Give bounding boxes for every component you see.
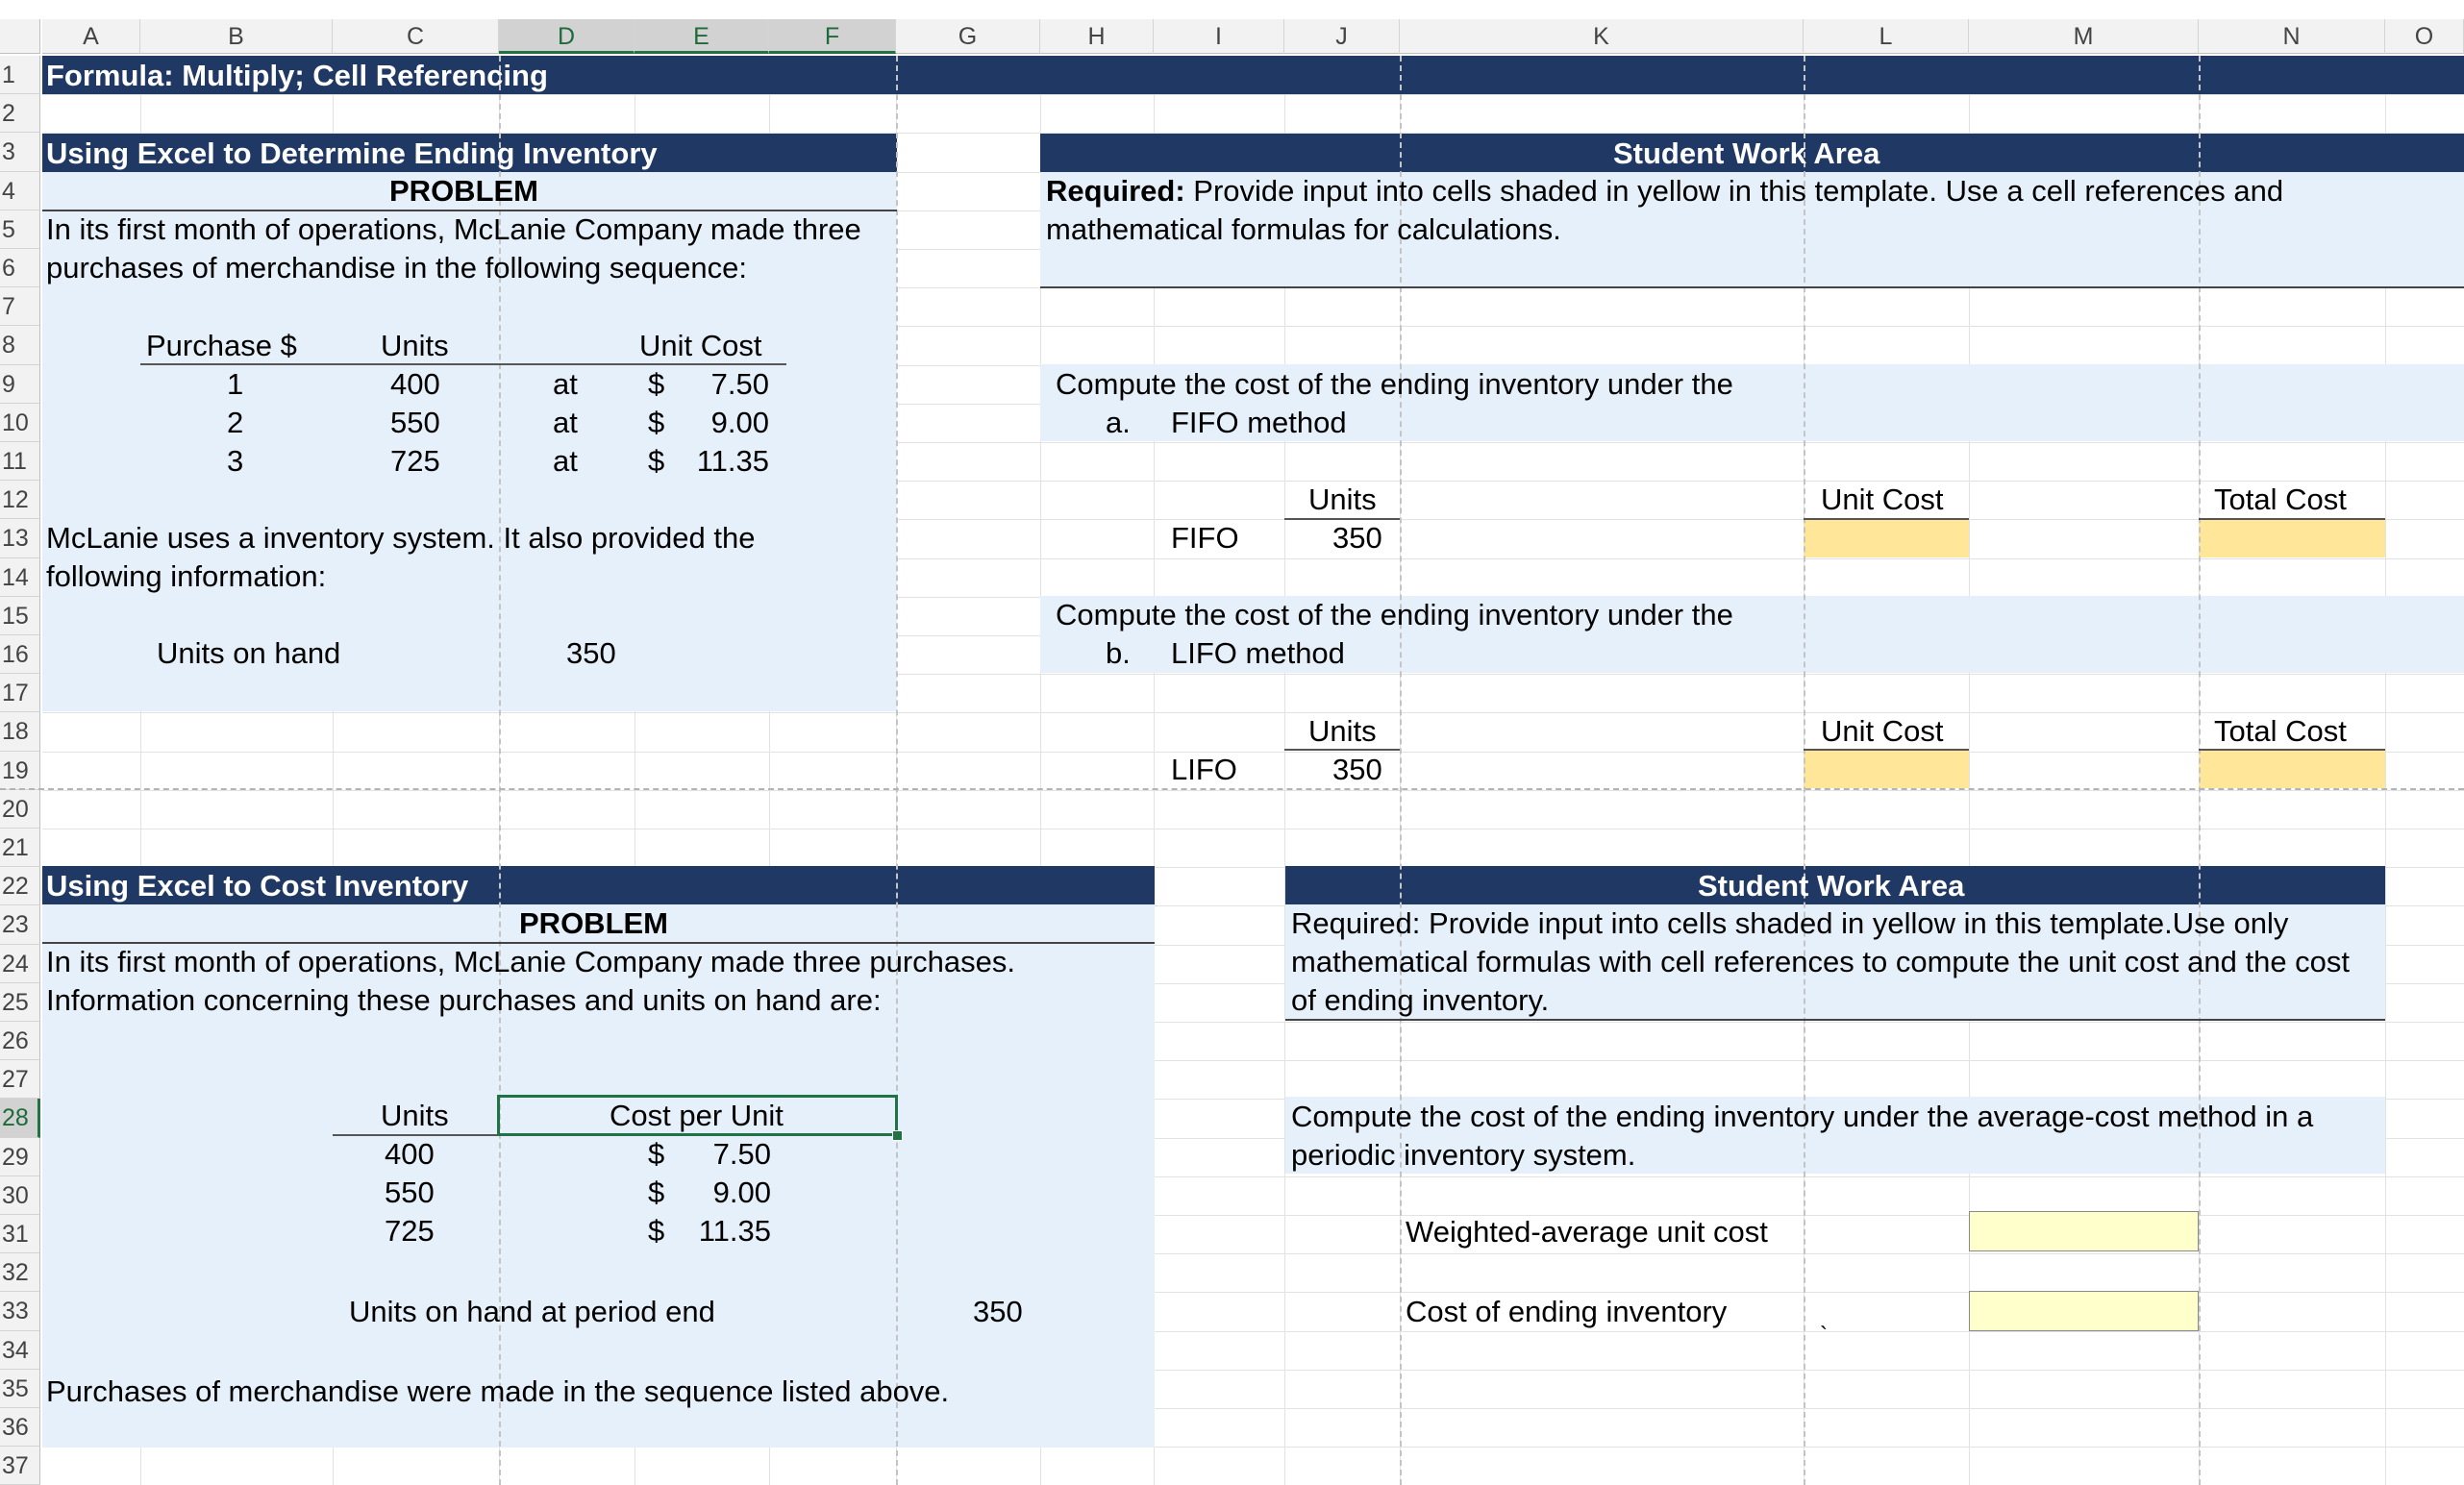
work2-required-1: Required: Provide input into cells shaded in yellow in this template.Use only [1291,906,2289,940]
section1-info-2: following information: [46,559,327,593]
fifo-unit-cost-header: Unit Cost [1821,483,1944,516]
row-header-9[interactable]: 9 [0,365,40,404]
row-header-11[interactable]: 11 [0,442,40,481]
section1-intro-2: purchases of merchandise in the following sequence: [46,251,747,285]
table2-dollar: $ [648,1214,665,1248]
column-header-o[interactable]: O [2385,19,2464,54]
required-label: Required: [1046,174,1185,208]
lifo-letter: b. [1106,636,1131,670]
row-header-5[interactable]: 5 [0,210,40,249]
row-header-6[interactable]: 6 [0,249,40,287]
work1-required-underline [1040,286,2464,288]
col-purchase-header: Purchase $ [146,329,297,362]
row-header-16[interactable]: 16 [0,635,40,674]
fifo-units-header: Units [1308,483,1377,516]
column-header-n[interactable]: N [2199,19,2385,54]
column-header-l[interactable]: L [1804,19,1969,54]
row-header-8[interactable]: 8 [0,326,40,364]
fifo-unit-cost-input[interactable] [1804,519,1969,557]
section2-footer: Purchases of merchandise were made in the sequence listed above. [46,1374,950,1408]
fifo-prompt: Compute the cost of the ending inventory under the [1056,367,1733,401]
purchase-cost: 7.50 [710,367,769,401]
row-header-21[interactable]: 21 [0,829,40,867]
lifo-unit-cost-input[interactable] [1804,750,1969,788]
lifo-total-cost-header: Total Cost [2214,714,2347,748]
work1-header: Student Work Area [1613,136,1880,170]
weighted-average-input[interactable] [1969,1211,2199,1251]
section1-intro-1: In its first month of operations, McLanie Company made three [46,212,861,246]
table2-cost: 9.00 [712,1176,771,1209]
purchase-at: at [553,444,578,478]
work2-required-3: of ending inventory. [1291,983,1550,1017]
column-header-b[interactable]: B [140,19,333,54]
column-header-g[interactable]: G [896,19,1040,54]
purchase-num: 2 [227,406,244,439]
units-on-hand-value: 350 [566,636,616,670]
row-header-13[interactable]: 13 [0,519,40,557]
section2-intro-2: Information concerning these purchases and units on hand are: [46,983,882,1017]
page-break-line [2199,56,2201,1485]
column-header-j[interactable]: J [1284,19,1400,54]
section2-problem-label: PROBLEM [519,906,668,940]
row-header-20[interactable]: 20 [0,790,40,829]
table2-dollar: $ [648,1176,665,1209]
row-header-30[interactable]: 30 [0,1176,40,1215]
row-header-35[interactable]: 35 [0,1370,40,1408]
table2-cost: 7.50 [712,1137,771,1171]
work2-prompt-1: Compute the cost of the ending inventory under the average-cost method in a [1291,1100,2314,1133]
gridline-horizontal [42,712,2464,713]
ending-inventory-label: Cost of ending inventory [1406,1295,1728,1328]
row-header-27[interactable]: 27 [0,1060,40,1099]
page-title: Formula: Multiply; Cell Referencing [46,59,548,92]
table2-cost: 11.35 [698,1214,771,1248]
lifo-units-value: 350 [1332,753,1382,786]
purchase-units: 725 [390,444,440,478]
table2-units: 725 [385,1214,435,1248]
row-header-15[interactable]: 15 [0,597,40,635]
work2-header: Student Work Area [1698,869,1965,903]
column-header-f[interactable]: F [769,19,896,54]
section1-info-1: McLanie uses a inventory system. It also provided the [46,521,756,555]
purchase-dollar: $ [648,367,665,401]
purchase-cost: 11.35 [696,444,769,478]
row-header-36[interactable]: 36 [0,1408,40,1447]
table2-units: 550 [385,1176,435,1209]
work2-prompt-2: periodic inventory system. [1291,1138,1636,1172]
lifo-unit-cost-header: Unit Cost [1821,714,1944,748]
row-header-31[interactable]: 31 [0,1215,40,1253]
row-header-34[interactable]: 34 [0,1331,40,1370]
purchase-dollar: $ [648,406,665,439]
column-header-e[interactable]: E [635,19,769,54]
fifo-letter: a. [1106,406,1131,439]
fifo-method: FIFO method [1171,406,1347,439]
column-header-c[interactable]: C [333,19,499,54]
lifo-units-header: Units [1308,714,1377,748]
row-header-29[interactable]: 29 [0,1138,40,1176]
row-header-17[interactable]: 17 [0,674,40,712]
weighted-average-label: Weighted-average unit cost [1406,1215,1768,1249]
fifo-label: FIFO [1171,521,1239,555]
purchase-units: 550 [390,406,440,439]
purchase-dollar: $ [648,444,665,478]
purchase-num: 1 [227,367,244,401]
row-header-4[interactable]: 4 [0,172,40,210]
page-break-line [1804,56,1805,1485]
table2-units-header: Units [381,1099,449,1132]
select-all-corner[interactable] [0,19,40,54]
page-break-line [896,56,898,1485]
row-header-22[interactable]: 22 [0,867,40,905]
page-break-line [1400,56,1402,1485]
table2-units: 400 [385,1137,435,1171]
fill-handle[interactable] [892,1130,903,1141]
section2-header: Using Excel to Cost Inventory [46,869,469,903]
fifo-total-cost-header: Total Cost [2214,483,2347,516]
lifo-label: LIFO [1171,753,1237,786]
work1-required-line1 [1046,172,2283,210]
fifo-units-value: 350 [1332,521,1382,555]
purchase-units: 400 [390,367,440,401]
purchase-cost: 9.00 [710,406,769,439]
fifo-total-cost-input[interactable] [2199,519,2385,557]
col-units-header: Units [381,329,449,362]
column-header-a[interactable]: A [42,19,140,54]
purchase-at: at [553,406,578,439]
col-unit-cost-header: Unit Cost [639,329,762,362]
work2-required-2: mathematical formulas with cell references to compute the unit cost and the cost [1291,945,2351,978]
work1-required-line2: mathematical formulas for calculations. [1046,212,1561,246]
row-header-7[interactable]: 7 [0,287,40,326]
row-header-12[interactable]: 12 [0,481,40,519]
row-header-2[interactable]: 2 [0,94,40,133]
units-end-value: 350 [973,1295,1023,1328]
row-header-26[interactable]: 26 [0,1022,40,1060]
row-header-28[interactable]: 28 [0,1099,40,1137]
row-header-10[interactable]: 10 [0,404,40,442]
lifo-total-cost-input[interactable] [2199,750,2385,788]
gridline-horizontal [42,752,2464,753]
row-header-14[interactable]: 14 [0,558,40,597]
purchase-at: at [553,367,578,401]
table2-cost-header: Cost per Unit [610,1099,784,1132]
units-on-hand-label: Units on hand [157,636,341,670]
row-header-33[interactable]: 33 [0,1292,40,1330]
column-header-d[interactable]: D [499,19,635,54]
row-header-25[interactable]: 25 [0,983,40,1022]
row-header-32[interactable]: 32 [0,1253,40,1292]
row-header-23[interactable]: 23 [0,905,40,944]
purchase-num: 3 [227,444,244,478]
row-header-1[interactable]: 1 [0,56,40,94]
row-header-24[interactable]: 24 [0,945,40,983]
column-header-i[interactable]: I [1154,19,1284,54]
row-header-3[interactable]: 3 [0,133,40,171]
section1-header: Using Excel to Determine Ending Inventory [46,136,658,170]
required-text: Provide input into cells shaded in yellow in this template. Use a cell references and [1184,174,2284,208]
lifo-prompt: Compute the cost of the ending inventory under the [1056,598,1733,631]
top-strip [0,0,2464,19]
column-header-k[interactable]: K [1400,19,1804,54]
row-header-19[interactable]: 19 [0,752,40,790]
lifo-method: LIFO method [1171,636,1345,670]
stray-mark: ` [1820,1323,1828,1349]
ending-inventory-input[interactable] [1969,1291,2199,1331]
column-header-m[interactable]: M [1969,19,2199,54]
section1-problem-label: PROBLEM [389,174,538,208]
section2-intro-1: In its first month of operations, McLanie Company made three purchases. [46,945,1015,978]
units-end-label: Units on hand at period end [349,1295,715,1328]
table2-dollar: $ [648,1137,665,1171]
row-header-18[interactable]: 18 [0,712,40,751]
row-header-37[interactable]: 37 [0,1447,40,1485]
column-header-h[interactable]: H [1040,19,1154,54]
